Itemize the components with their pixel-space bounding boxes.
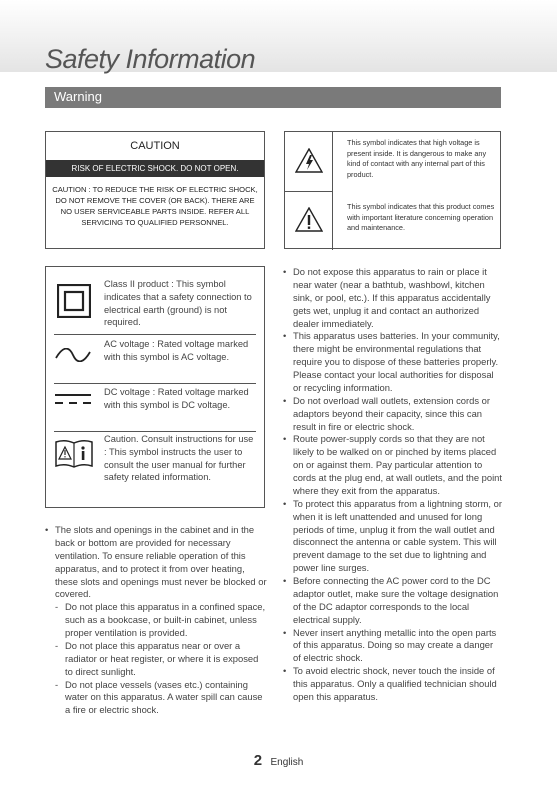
important-literature-text: This symbol indicates that this product comes with important literature concerning operation and maintenance.: [347, 202, 495, 233]
sub-list: [55, 601, 267, 717]
list-item: [45, 524, 267, 717]
caution-title: CAUTION: [130, 140, 180, 152]
page-language: English: [270, 757, 304, 768]
section-label: Warning: [54, 89, 102, 104]
section-header: [45, 87, 501, 108]
page-title: Safety Information: [45, 44, 256, 74]
divider: [285, 191, 332, 192]
list-item: • Before connecting the AC power cord to the DC adaptor outlet, make sure the voltage designation of the DC adaptor corresponds to the local electrical supply.: [283, 575, 503, 627]
bullet-text: The slots and openings in the cabinet and in the back or bottom are provided for necessary ventilation. To ensure reliable operation of this apparatus, and to protect it from over heating, these slots and openings must never be blocked or covered.: [55, 524, 267, 600]
class-ii-icon: [57, 284, 91, 318]
divider: [332, 132, 333, 250]
list-item: • Do not expose this apparatus to rain or place it near water (near a bathtub, washbowl, kitchen sink, or pool, etc.). If this apparatus accidentally gets wet, unplug it and contact an authorized dealer immediately.: [283, 266, 503, 330]
symbol-legend-box: [45, 266, 265, 508]
dc-voltage-icon: [54, 392, 92, 406]
list-item: • Do not overload wall outlets, extension cords or adaptors beyond their capacity, since this can result in fire or electric shock.: [283, 395, 503, 434]
caution-body: CAUTION : TO REDUCE THE RISK OF ELECTRIC SHOCK, DO NOT REMOVE THE COVER (OR BACK). THERE ARE NO USER SERVICEABLE PARTS INSIDE. REFER ALL SERVICING TO QUALIFIED PERSONNEL.: [52, 185, 258, 227]
high-voltage-icon: [295, 148, 323, 173]
class-item-text: DC voltage : Rated voltage marked with this symbol is DC voltage.: [104, 387, 249, 410]
page-number: 2: [253, 752, 263, 769]
page-footer: [0, 752, 557, 770]
ac-voltage-icon: [55, 348, 91, 362]
list-item: • Never insert anything metallic into the open parts of this apparatus. Doing so may create a danger of electric shock.: [283, 627, 503, 666]
right-bullet-list: [283, 266, 503, 704]
class-item-text: Caution. Consult instructions for use : This symbol instructs the user to consult the user manual for further safety related information.: [104, 434, 254, 483]
sub-list-item: - Do not place this apparatus near or over a radiator or heat register, or where it is exposed to direct sunlight.: [55, 640, 267, 679]
list-item: • This apparatus uses batteries. In your community, there might be environmental regulations that require you to dispose of these batteries properly. Please contact your local authorities for disposal or recycling information.: [283, 330, 503, 394]
high-voltage-text: This symbol indicates that high voltage is present inside. It is dangerous to make any kind of contact with any internal part of this product.: [347, 138, 487, 179]
caution-manual-icon: [54, 438, 94, 470]
list-item: • To avoid electric shock, never touch the inside of this apparatus. Only a qualified technician should open this apparatus.: [283, 665, 503, 704]
divider: [54, 431, 256, 432]
sub-list-item: - Do not place this apparatus in a confined space, such as a bookcase, or built-in cabinet, unless proper ventilation is provided.: [55, 601, 267, 640]
class-item-text: AC voltage : Rated voltage marked with this symbol is AC voltage.: [104, 339, 249, 362]
divider: [54, 334, 256, 335]
list-item: • To protect this apparatus from a lightning storm, or when it is left unattended and unused for long periods of time, unplug it from the wall outlet and disconnect the antenna or cable system. This will prevent damage to the set due to lightning and power line surges.: [283, 498, 503, 575]
divider: [54, 383, 256, 384]
class-item-text: Class II product : This symbol indicates that a safety connection to electrical earth (ground) is not required.: [104, 279, 252, 328]
left-bullet-list: [45, 524, 267, 717]
exclamation-icon: [295, 207, 323, 232]
sub-list-item: - Do not place vessels (vases etc.) containing water on this apparatus. A water spill can cause a fire or electric shock.: [55, 679, 267, 718]
caution-box: [45, 131, 265, 249]
list-item: • Route power-supply cords so that they are not likely to be walked on or pinched by items placed on or against them. Pay particular attention to cords at the plug end, at wall outlets, and the point where they exit from the apparatus.: [283, 433, 503, 497]
symbol-box: [284, 131, 501, 249]
caution-risk-banner: RISK OF ELECTRIC SHOCK. DO NOT OPEN.: [46, 160, 264, 177]
